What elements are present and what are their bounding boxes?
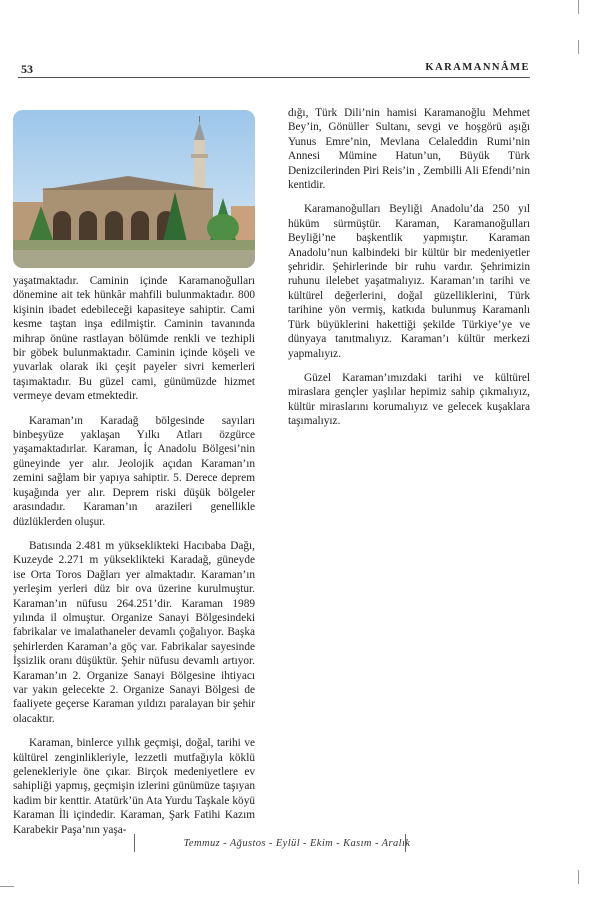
page-header	[18, 62, 530, 80]
mosque-photo	[13, 110, 255, 268]
header-divider	[18, 77, 530, 78]
paragraph: Batısında 2.481 m yükseklikteki Hacıbaba Dağı, Kuzeyde 2.271 m yükseklikteki Karadağ, güneyde ise Orta Toros Dağları yer almaktadır. Karaman’ın yerleşim yerleri düz bir ova üzerine kurulmuştur. Karaman’ın nüfusu 264.251’dir. Karaman 1989 yılında il olmuştur. Organize Sanayi Bölgesindeki fabrikalar ve imalathaneler devamlı çoğalıyor. Başka şehirlerden Karaman’a göç var. Fabrikalar sayesinde İşsizlik oranı düşüktür. Şehir nüfusu devamlı artıyor. Karaman’ın 2. Organize Sanayi Bölgesine ihtiyacı var yakın gelecekte 2. Organize Sanayi Bölgesi de faaliyete geçerse Karaman yıldızı paralayan bir şehir olacaktır.	[13, 539, 255, 725]
paragraph: dığı, Türk Dili’nin hamisi Karamanoğlu Mehmet Bey’in, Gönüller Sultanı, sevgi ve hoşgörü aşığı Yunus Emre’nin, Mevlana Celaleddin Rumi’nin Annesi Mümine Hatun’un, Büyük Türk Denizcilerinden Piri Reis’in , Zembilli Ali Efendi’nin kentidir.	[288, 107, 530, 192]
paragraph: Karaman, binlerce yıllık geçmişi, doğal, tarihi ve kültürel zenginlikleriyle, lezzetli mutfağıyla köklü gelenekleriyle öne çıkar. Birçok medeniyetlere ev sahipliği yapmış, geçmişin izlerini günümüze taşıyan kadim bir kenttir. Atatürk’ün Ata Yurdu Taşkale köyü Karaman İli içindedir. Karaman, Şark Fatihi Kazım Karabekir Paşa’nın yaşa-	[13, 737, 255, 836]
crop-mark	[578, 0, 579, 14]
journal-title: KARAMANNÂME	[425, 62, 530, 73]
paragraph: Güzel Karaman’ımızdaki tarihi ve kültürel miraslara gençler yaşlılar hepimiz sahip çıkmalıyız, kültür miraslarını korumalıyız ve gelecek kuşaklara taşımalıyız.	[288, 371, 530, 428]
crop-mark	[578, 870, 579, 884]
page-number: 53	[21, 62, 33, 76]
crop-mark	[578, 40, 579, 54]
right-column	[288, 106, 530, 439]
paragraph: yaşatmaktadır. Caminin içinde Karamanoğulları dönemine ait tek hünkâr mahfili bulunmaktadır. 800 kişinin ibadet edebileceği kapasiteye sahiptir. Cami kesme taştan inşa edilmiştir. Caminin tavanında mihrap önüne rastlayan bölümde renkli ve tezhipli bir göbek bulunmaktadır. Caminin içinde köşeli ve yuvarlak olarak iki çeşit payeler sivri kemerleri taşımaktadır. Bu güzel cami, günümüzde hizmet vermeye devam etmektedir.	[13, 275, 255, 403]
paragraph: Karamanoğulları Beyliği Anadolu’da 250 yıl hüküm sürmüştür. Karaman, Karamanoğulları Beyliği’ne başkentlik yapmıştır. Karaman Anadolu’nun kalbindeki bir kültür bir medeniyetler şehridir. Şehirlerinde bir ruhu vardır. Şehrimizin ruhunu ilelebet yaşatmalıyız. Karaman’ın tarihi ve kültürel değerlerini, doğal güzelliklerini, Türk tarihine yön vermiş, katkıda bulunmuş Karamanlı Türk büyüklerini hakettiği şekilde Türkiye’ye ve dünyaya tanıtmalıyız. Karaman’ı kültür merkezi yapmalıyız.	[288, 203, 530, 360]
crop-mark	[0, 886, 14, 887]
footer-months: Temmuz - Ağustos - Eylül - Ekim - Kasım - Aralık	[183, 838, 411, 849]
left-column	[13, 274, 255, 847]
paragraph: Karaman’ın Karadağ bölgesinde sayıları binbeşyüze yaklaşan Yılkı Atları özgürce yaşamaktadırlar. Karaman, İç Anadolu Bölgesi’nin güneyinde yer alır. Jeolojik açıdan Karaman’ın zemini sağlam bir yapıya sahiptir. 5. Derece deprem kuşağında yer alır. Deprem riski düşük bölgeler arasındadır. Karaman’ın arazileri genellikle düzlüklerden oluşur.	[13, 414, 255, 528]
